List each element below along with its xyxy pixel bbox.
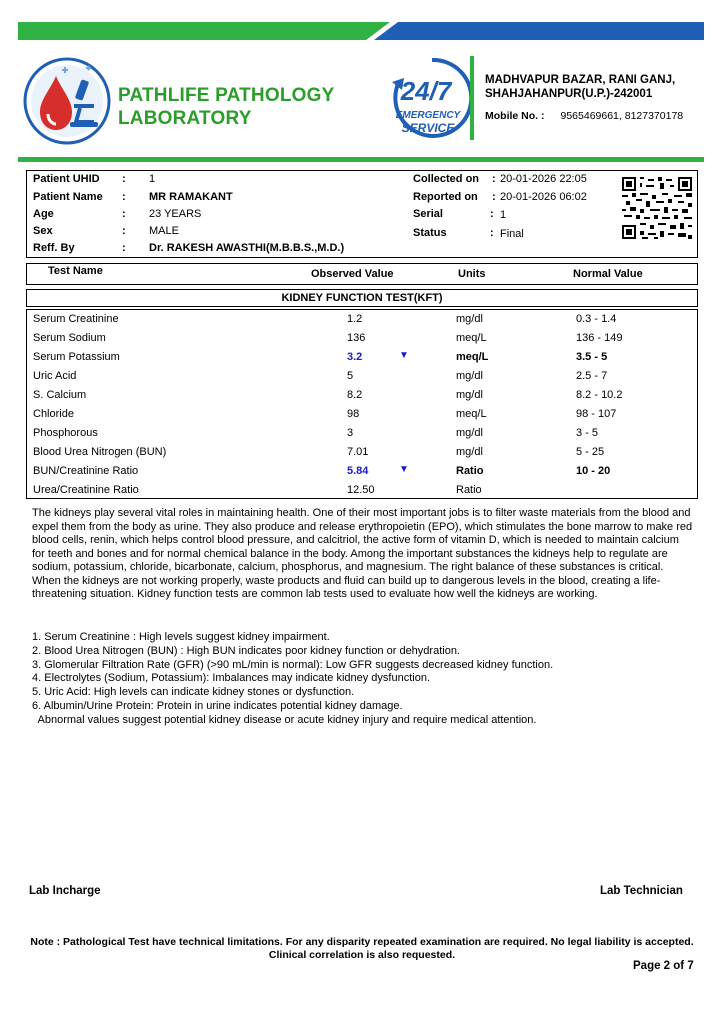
test-name: BUN/Creatinine Ratio <box>33 465 139 477</box>
observed-value: 3.2 <box>347 351 363 363</box>
unit: mg/dl <box>456 313 483 325</box>
kidney-description: The kidneys play several vital roles in maintaining health. One of their most important jobs is to filter waste materials from the blood and expel them from the body as urine. They also produce and release erythropoietin (EPO), which stimulates the bone marrow to make red blood cells, renin, which helps control blood pressure, and calcitriol, the active form of vitamin D, which is needed to maintain calcium for teeth and bones and for normal chemical balance in the body. Among the important substances the kidneys help to regulate are sodium, potassium, chloride, bicarbonate, calcium, phosphorus, and magnesium. The right balance of these substances is critical. When the kidneys are not working properly, waste products and fluid can build up to dangerous levels in the blood, creating a life-threatening situation. Kidney function tests are common lab tests used to evaluate how well the kidneys are working. <box>32 507 693 600</box>
list-item: 5. Uric Acid: High levels can indicate kidney stones or dysfunction. <box>32 686 355 699</box>
unit: mg/dl <box>456 389 483 401</box>
uhid-label: Patient UHID <box>33 173 100 185</box>
lab-mobile <box>485 110 683 122</box>
normal-range: 10 - 20 <box>576 465 611 477</box>
col-observed-value: Observed Value <box>311 268 394 280</box>
list-item: Abnormal values suggest potential kidney disease or acute kidney injury and require medical attention. <box>32 713 537 726</box>
unit: mg/dl <box>456 370 483 382</box>
table-row <box>27 329 697 348</box>
patient-name-value: MR RAMAKANT <box>149 191 233 203</box>
list-item: 1. Serum Creatinine : High levels suggest kidney impairment. <box>32 631 330 643</box>
unit: Ratio <box>456 465 484 477</box>
table-row <box>27 310 697 329</box>
test-name: Phosphorous <box>33 427 98 439</box>
reff-value: Dr. RAKESH AWASTHI(M.B.B.S.,M.D.) <box>149 242 345 254</box>
col-normal-value: Normal Value <box>573 268 643 280</box>
col-test-name: Test Name <box>48 265 103 277</box>
sex-colon: : <box>122 225 126 237</box>
normal-range: 0.3 - 1.4 <box>576 313 617 325</box>
unit: mg/dl <box>456 446 483 458</box>
results-table <box>26 309 698 499</box>
normal-range: 5 - 25 <box>576 446 605 458</box>
age-colon: : <box>122 208 126 220</box>
uhid-value: 1 <box>149 173 156 185</box>
observed-value: 1.2 <box>347 313 363 325</box>
collected-label: Collected on <box>413 173 480 185</box>
emergency-service-badge <box>386 56 478 140</box>
normal-range: 3 - 5 <box>576 427 599 439</box>
status-colon: : <box>490 227 494 239</box>
observed-value: 7.01 <box>347 446 369 458</box>
lab-name <box>118 84 334 130</box>
test-name: Serum Sodium <box>33 332 106 344</box>
unit: Ratio <box>456 484 482 496</box>
normal-range: 136 - 149 <box>576 332 623 344</box>
mobile-value: 9565469661, 8127370178 <box>560 110 684 122</box>
reported-label: Reported on <box>413 191 478 203</box>
lab-incharge-signature: Lab Incharge <box>29 885 101 897</box>
table-row <box>27 462 697 481</box>
disclaimer-note: Note : Pathological Test have technical limitations. For any disparity repeated examination are required. No legal liability is accepted. Clinical correlation is also requested. <box>30 936 694 961</box>
uhid-colon: : <box>122 173 126 185</box>
col-units: Units <box>458 268 486 280</box>
qr-code-icon <box>622 177 692 239</box>
serial-label: Serial <box>413 208 443 220</box>
observed-value: 5 <box>347 370 354 382</box>
list-item: 6. Albumin/Urine Protein: Protein in urine indicates potential kidney damage. <box>32 699 403 712</box>
low-flag-icon: ▼ <box>399 350 409 361</box>
serial-colon: : <box>490 208 494 220</box>
collected-colon: : <box>492 173 496 185</box>
reported-colon: : <box>492 191 496 203</box>
unit: meq/L <box>456 351 489 363</box>
serial-value: 1 <box>500 209 507 221</box>
status-value: Final <box>500 228 524 240</box>
test-name: Blood Urea Nitrogen (BUN) <box>33 446 167 458</box>
normal-range: 8.2 - 10.2 <box>576 389 623 401</box>
observed-value: 136 <box>347 332 366 344</box>
test-name: Uric Acid <box>33 370 77 382</box>
results-table-header <box>26 263 698 285</box>
badge-line1: EMERGENCY <box>395 110 461 121</box>
list-item: 3. Glomerular Filtration Rate (GFR) (>90 mL/min is normal): Low GFR suggests decreased kidney function. <box>32 658 554 671</box>
table-row <box>27 424 697 443</box>
reported-value: 20-01-2026 06:02 <box>500 191 587 203</box>
test-name: Chloride <box>33 408 74 420</box>
reff-label: Reff. By <box>33 242 75 254</box>
normal-range: 2.5 - 7 <box>576 370 608 382</box>
test-name: Urea/Creatinine Ratio <box>33 484 139 496</box>
reff-colon: : <box>122 242 126 254</box>
table-row <box>27 405 697 424</box>
observed-value: 8.2 <box>347 389 363 401</box>
sex-value: MALE <box>149 225 179 237</box>
header-color-bar <box>18 22 704 40</box>
test-name: Serum Potassium <box>33 351 120 363</box>
normal-range: 3.5 - 5 <box>576 351 608 363</box>
collected-value: 20-01-2026 22:05 <box>500 173 587 185</box>
sex-label: Sex <box>33 225 53 237</box>
patient-info-box <box>26 170 698 258</box>
lab-logo-icon <box>22 56 112 146</box>
list-item: 4. Electrolytes (Sodium, Potassium): Imbalances may indicate kidney dysfunction. <box>32 672 431 685</box>
header-divider <box>18 157 704 162</box>
section-title: KIDNEY FUNCTION TEST(KFT) <box>26 289 698 307</box>
lab-address <box>485 73 675 101</box>
test-name: Serum Creatinine <box>33 313 119 325</box>
table-row <box>27 386 697 405</box>
name-colon: : <box>122 191 126 203</box>
unit: mg/dl <box>456 427 483 439</box>
observed-value: 98 <box>347 408 360 420</box>
name-label: Patient Name <box>33 191 103 203</box>
mobile-label: Mobile No. : <box>485 110 545 122</box>
table-row <box>27 367 697 386</box>
unit: meq/L <box>456 408 487 420</box>
lab-technician-signature: Lab Technician <box>600 885 683 897</box>
observed-value: 12.50 <box>347 484 375 496</box>
table-row <box>27 443 697 462</box>
age-value: 23 YEARS <box>149 208 202 220</box>
normal-range: 98 - 107 <box>576 408 617 420</box>
age-label: Age <box>33 208 54 220</box>
table-row <box>27 481 697 500</box>
interpretation-list <box>32 631 694 728</box>
observed-value: 5.84 <box>347 465 369 477</box>
observed-value: 3 <box>347 427 354 439</box>
unit: meq/L <box>456 332 487 344</box>
page-number: Page 2 of 7 <box>633 960 694 972</box>
low-flag-icon: ▼ <box>399 464 409 475</box>
address-line1: MADHVAPUR BAZAR, RANI GANJ, <box>485 74 676 86</box>
badge-number: 24/7 <box>400 76 452 106</box>
badge-line2: SERVICE <box>401 121 455 135</box>
status-label: Status <box>413 227 447 239</box>
lab-name-line1: PATHLIFE PATHOLOGY <box>118 85 335 106</box>
address-line2: SHAHJAHANPUR(U.P.)-242001 <box>485 88 653 100</box>
lab-name-line2: LABORATORY <box>118 108 252 129</box>
table-row <box>27 348 697 367</box>
test-name: S. Calcium <box>33 389 87 401</box>
list-item: 2. Blood Urea Nitrogen (BUN) : High BUN indicates poor kidney function or dehydration. <box>32 644 460 657</box>
